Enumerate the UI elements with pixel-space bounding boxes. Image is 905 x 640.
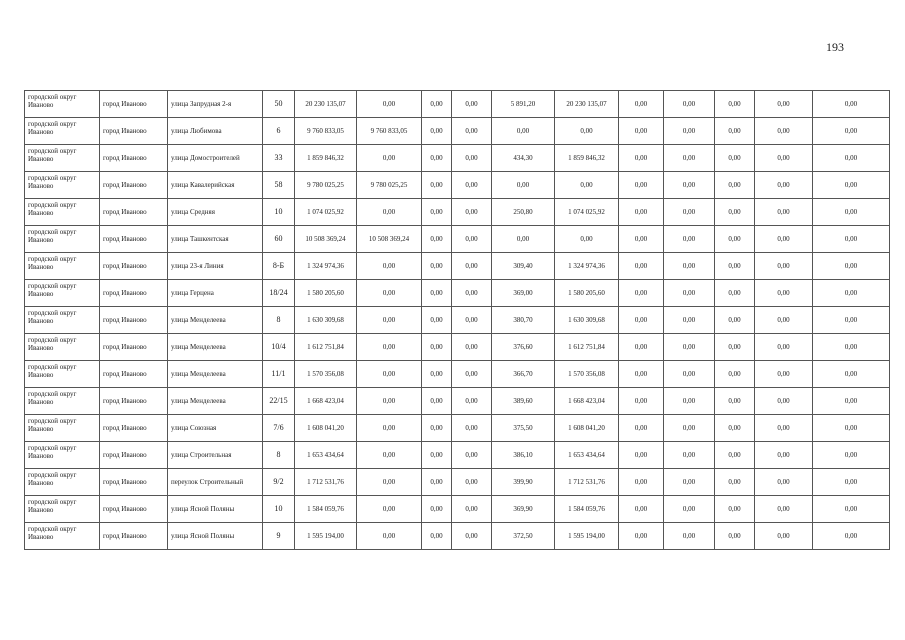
cost-col-7-cell: 0,00 [422, 91, 452, 118]
table-row [25, 118, 890, 145]
cost-col-15-cell: 0,00 [813, 307, 890, 334]
cost-col-10-cell: 1 668 423,04 [555, 388, 619, 415]
cost-col-8-cell: 0,00 [452, 469, 492, 496]
cost-col-6-cell: 0,00 [357, 280, 422, 307]
street-cell: улица Строительная [168, 442, 263, 469]
municipality-cell: городской округ Иваново [25, 253, 100, 280]
cost-col-7-cell: 0,00 [422, 280, 452, 307]
area-cell: 372,50 [492, 523, 555, 550]
cost-col-10-cell: 1 580 205,60 [555, 280, 619, 307]
municipality-cell: городской округ Иваново [25, 442, 100, 469]
locality-cell: город Иваново [100, 415, 168, 442]
table-row [25, 226, 890, 253]
cost-col-10-cell: 1 074 025,92 [555, 199, 619, 226]
cost-col-15-cell: 0,00 [813, 253, 890, 280]
area-cell: 0,00 [492, 172, 555, 199]
cost-col-12-cell: 0,00 [664, 388, 715, 415]
municipality-cell: городской округ Иваново [25, 496, 100, 523]
cost-col-12-cell: 0,00 [664, 415, 715, 442]
cost-col-13-cell: 0,00 [715, 199, 755, 226]
municipality-cell: городской округ Иваново [25, 469, 100, 496]
table-row [25, 253, 890, 280]
total-cost-cell: 1 595 194,00 [295, 523, 357, 550]
cost-col-8-cell: 0,00 [452, 145, 492, 172]
total-cost-cell: 20 230 135,07 [295, 91, 357, 118]
table-row [25, 415, 890, 442]
cost-col-6-cell: 0,00 [357, 442, 422, 469]
cost-col-6-cell: 0,00 [357, 361, 422, 388]
cost-col-14-cell: 0,00 [755, 469, 813, 496]
locality-cell: город Иваново [100, 118, 168, 145]
cost-col-11-cell: 0,00 [619, 496, 664, 523]
cost-col-12-cell: 0,00 [664, 253, 715, 280]
cost-col-14-cell: 0,00 [755, 253, 813, 280]
municipality-cell: городской округ Иваново [25, 226, 100, 253]
street-cell: улица Менделеева [168, 388, 263, 415]
data-table [24, 90, 890, 550]
street-cell: улица Домостроителей [168, 145, 263, 172]
cost-col-10-cell: 20 230 135,07 [555, 91, 619, 118]
house-number-cell: 7/6 [263, 415, 295, 442]
cost-col-8-cell: 0,00 [452, 307, 492, 334]
street-cell: переулок Строительный [168, 469, 263, 496]
cost-col-7-cell: 0,00 [422, 496, 452, 523]
total-cost-cell: 9 760 833,05 [295, 118, 357, 145]
cost-col-10-cell: 1 324 974,36 [555, 253, 619, 280]
cost-col-14-cell: 0,00 [755, 91, 813, 118]
cost-col-12-cell: 0,00 [664, 307, 715, 334]
area-cell: 369,90 [492, 496, 555, 523]
cost-col-15-cell: 0,00 [813, 118, 890, 145]
total-cost-cell: 1 668 423,04 [295, 388, 357, 415]
cost-col-6-cell: 0,00 [357, 496, 422, 523]
cost-col-7-cell: 0,00 [422, 172, 452, 199]
area-cell: 389,60 [492, 388, 555, 415]
area-cell: 386,10 [492, 442, 555, 469]
cost-col-6-cell: 9 760 833,05 [357, 118, 422, 145]
cost-col-11-cell: 0,00 [619, 442, 664, 469]
cost-col-8-cell: 0,00 [452, 415, 492, 442]
cost-col-8-cell: 0,00 [452, 253, 492, 280]
street-cell: улица Ташкентская [168, 226, 263, 253]
cost-col-7-cell: 0,00 [422, 469, 452, 496]
table-body [25, 91, 890, 550]
house-number-cell: 22/15 [263, 388, 295, 415]
municipality-cell: городской округ Иваново [25, 280, 100, 307]
total-cost-cell: 10 508 369,24 [295, 226, 357, 253]
cost-col-13-cell: 0,00 [715, 523, 755, 550]
area-cell: 434,30 [492, 145, 555, 172]
cost-col-6-cell: 10 508 369,24 [357, 226, 422, 253]
cost-col-14-cell: 0,00 [755, 334, 813, 361]
cost-col-8-cell: 0,00 [452, 118, 492, 145]
cost-col-6-cell: 0,00 [357, 91, 422, 118]
municipality-cell: городской округ Иваново [25, 334, 100, 361]
cost-col-13-cell: 0,00 [715, 226, 755, 253]
cost-col-8-cell: 0,00 [452, 280, 492, 307]
total-cost-cell: 1 630 309,68 [295, 307, 357, 334]
street-cell: улица Кавалерийская [168, 172, 263, 199]
house-number-cell: 9 [263, 523, 295, 550]
table-row [25, 307, 890, 334]
cost-col-15-cell: 0,00 [813, 361, 890, 388]
cost-col-6-cell: 0,00 [357, 469, 422, 496]
cost-col-8-cell: 0,00 [452, 334, 492, 361]
cost-col-8-cell: 0,00 [452, 388, 492, 415]
cost-col-11-cell: 0,00 [619, 253, 664, 280]
cost-col-6-cell: 0,00 [357, 523, 422, 550]
cost-col-13-cell: 0,00 [715, 145, 755, 172]
cost-col-15-cell: 0,00 [813, 91, 890, 118]
street-cell: улица Ясной Поляны [168, 523, 263, 550]
cost-col-8-cell: 0,00 [452, 226, 492, 253]
house-number-cell: 10 [263, 199, 295, 226]
cost-col-7-cell: 0,00 [422, 523, 452, 550]
cost-col-6-cell: 0,00 [357, 307, 422, 334]
table-row [25, 91, 890, 118]
cost-col-7-cell: 0,00 [422, 226, 452, 253]
cost-col-8-cell: 0,00 [452, 172, 492, 199]
street-cell: улица Герцена [168, 280, 263, 307]
house-number-cell: 60 [263, 226, 295, 253]
cost-col-6-cell: 0,00 [357, 199, 422, 226]
street-cell: улица Запрудная 2-я [168, 91, 263, 118]
cost-col-14-cell: 0,00 [755, 388, 813, 415]
cost-col-12-cell: 0,00 [664, 226, 715, 253]
street-cell: улица 23-я Линия [168, 253, 263, 280]
cost-col-14-cell: 0,00 [755, 496, 813, 523]
cost-col-11-cell: 0,00 [619, 415, 664, 442]
street-cell: улица Менделеева [168, 307, 263, 334]
house-number-cell: 8-Б [263, 253, 295, 280]
total-cost-cell: 1 570 356,08 [295, 361, 357, 388]
cost-col-12-cell: 0,00 [664, 118, 715, 145]
cost-col-7-cell: 0,00 [422, 334, 452, 361]
table-row [25, 145, 890, 172]
area-cell: 0,00 [492, 226, 555, 253]
total-cost-cell: 1 608 041,20 [295, 415, 357, 442]
house-number-cell: 10 [263, 496, 295, 523]
cost-col-7-cell: 0,00 [422, 145, 452, 172]
total-cost-cell: 1 074 025,92 [295, 199, 357, 226]
area-cell: 399,90 [492, 469, 555, 496]
cost-col-15-cell: 0,00 [813, 442, 890, 469]
cost-col-15-cell: 0,00 [813, 172, 890, 199]
house-number-cell: 9/2 [263, 469, 295, 496]
table-row [25, 280, 890, 307]
cost-col-12-cell: 0,00 [664, 199, 715, 226]
cost-col-14-cell: 0,00 [755, 442, 813, 469]
cost-col-7-cell: 0,00 [422, 118, 452, 145]
house-number-cell: 6 [263, 118, 295, 145]
cost-col-6-cell: 9 780 025,25 [357, 172, 422, 199]
total-cost-cell: 9 780 025,25 [295, 172, 357, 199]
cost-col-6-cell: 0,00 [357, 334, 422, 361]
locality-cell: город Иваново [100, 226, 168, 253]
area-cell: 250,80 [492, 199, 555, 226]
cost-col-10-cell: 0,00 [555, 118, 619, 145]
cost-col-15-cell: 0,00 [813, 523, 890, 550]
cost-col-7-cell: 0,00 [422, 361, 452, 388]
locality-cell: город Иваново [100, 280, 168, 307]
cost-col-13-cell: 0,00 [715, 361, 755, 388]
cost-col-10-cell: 1 612 751,84 [555, 334, 619, 361]
cost-col-15-cell: 0,00 [813, 334, 890, 361]
cost-col-15-cell: 0,00 [813, 280, 890, 307]
cost-col-12-cell: 0,00 [664, 280, 715, 307]
locality-cell: город Иваново [100, 199, 168, 226]
cost-col-14-cell: 0,00 [755, 118, 813, 145]
cost-col-10-cell: 1 570 356,08 [555, 361, 619, 388]
table-row [25, 442, 890, 469]
area-cell: 380,70 [492, 307, 555, 334]
cost-col-6-cell: 0,00 [357, 415, 422, 442]
cost-col-15-cell: 0,00 [813, 469, 890, 496]
municipality-cell: городской округ Иваново [25, 388, 100, 415]
cost-col-12-cell: 0,00 [664, 442, 715, 469]
cost-col-11-cell: 0,00 [619, 280, 664, 307]
house-number-cell: 10/4 [263, 334, 295, 361]
cost-col-11-cell: 0,00 [619, 91, 664, 118]
cost-col-10-cell: 0,00 [555, 226, 619, 253]
cost-col-8-cell: 0,00 [452, 523, 492, 550]
cost-col-11-cell: 0,00 [619, 388, 664, 415]
cost-col-11-cell: 0,00 [619, 469, 664, 496]
cost-col-14-cell: 0,00 [755, 415, 813, 442]
cost-col-7-cell: 0,00 [422, 199, 452, 226]
page-number: 193 [826, 40, 844, 54]
area-cell: 0,00 [492, 118, 555, 145]
house-number-cell: 58 [263, 172, 295, 199]
cost-col-8-cell: 0,00 [452, 496, 492, 523]
cost-col-13-cell: 0,00 [715, 469, 755, 496]
house-number-cell: 8 [263, 307, 295, 334]
cost-col-13-cell: 0,00 [715, 496, 755, 523]
municipality-cell: городской округ Иваново [25, 415, 100, 442]
table-row [25, 496, 890, 523]
cost-col-10-cell: 1 608 041,20 [555, 415, 619, 442]
cost-col-7-cell: 0,00 [422, 388, 452, 415]
house-number-cell: 50 [263, 91, 295, 118]
cost-col-6-cell: 0,00 [357, 145, 422, 172]
cost-col-8-cell: 0,00 [452, 91, 492, 118]
cost-col-6-cell: 0,00 [357, 253, 422, 280]
municipality-cell: городской округ Иваново [25, 523, 100, 550]
cost-col-14-cell: 0,00 [755, 145, 813, 172]
cost-col-11-cell: 0,00 [619, 523, 664, 550]
cost-col-14-cell: 0,00 [755, 361, 813, 388]
area-cell: 375,50 [492, 415, 555, 442]
cost-col-10-cell: 0,00 [555, 172, 619, 199]
cost-col-13-cell: 0,00 [715, 118, 755, 145]
total-cost-cell: 1 712 531,76 [295, 469, 357, 496]
cost-col-6-cell: 0,00 [357, 388, 422, 415]
locality-cell: город Иваново [100, 253, 168, 280]
street-cell: улица Менделеева [168, 334, 263, 361]
table-row [25, 388, 890, 415]
cost-col-8-cell: 0,00 [452, 361, 492, 388]
municipality-cell: городской округ Иваново [25, 361, 100, 388]
area-cell: 5 891,20 [492, 91, 555, 118]
cost-col-14-cell: 0,00 [755, 172, 813, 199]
cost-col-15-cell: 0,00 [813, 226, 890, 253]
cost-col-13-cell: 0,00 [715, 442, 755, 469]
cost-col-15-cell: 0,00 [813, 145, 890, 172]
total-cost-cell: 1 653 434,64 [295, 442, 357, 469]
cost-col-10-cell: 1 595 194,00 [555, 523, 619, 550]
cost-col-12-cell: 0,00 [664, 523, 715, 550]
cost-col-11-cell: 0,00 [619, 361, 664, 388]
area-cell: 309,40 [492, 253, 555, 280]
cost-col-7-cell: 0,00 [422, 415, 452, 442]
house-number-cell: 8 [263, 442, 295, 469]
cost-col-14-cell: 0,00 [755, 280, 813, 307]
street-cell: улица Средняя [168, 199, 263, 226]
locality-cell: город Иваново [100, 523, 168, 550]
cost-col-13-cell: 0,00 [715, 91, 755, 118]
municipality-cell: городской округ Иваново [25, 145, 100, 172]
house-number-cell: 18/24 [263, 280, 295, 307]
street-cell: улица Любимова [168, 118, 263, 145]
area-cell: 366,70 [492, 361, 555, 388]
cost-col-10-cell: 1 653 434,64 [555, 442, 619, 469]
cost-col-10-cell: 1 859 846,32 [555, 145, 619, 172]
municipality-cell: городской округ Иваново [25, 118, 100, 145]
cost-col-13-cell: 0,00 [715, 388, 755, 415]
cost-col-12-cell: 0,00 [664, 361, 715, 388]
table-row [25, 334, 890, 361]
area-cell: 369,00 [492, 280, 555, 307]
total-cost-cell: 1 859 846,32 [295, 145, 357, 172]
locality-cell: город Иваново [100, 91, 168, 118]
cost-col-10-cell: 1 630 309,68 [555, 307, 619, 334]
municipality-cell: городской округ Иваново [25, 172, 100, 199]
cost-col-7-cell: 0,00 [422, 253, 452, 280]
municipality-cell: городской округ Иваново [25, 307, 100, 334]
cost-col-8-cell: 0,00 [452, 199, 492, 226]
cost-col-12-cell: 0,00 [664, 172, 715, 199]
cost-col-13-cell: 0,00 [715, 172, 755, 199]
cost-col-13-cell: 0,00 [715, 307, 755, 334]
cost-col-12-cell: 0,00 [664, 469, 715, 496]
table-row [25, 523, 890, 550]
cost-col-13-cell: 0,00 [715, 280, 755, 307]
cost-col-14-cell: 0,00 [755, 307, 813, 334]
street-cell: улица Ясной Поляны [168, 496, 263, 523]
cost-col-12-cell: 0,00 [664, 334, 715, 361]
locality-cell: город Иваново [100, 496, 168, 523]
cost-col-12-cell: 0,00 [664, 91, 715, 118]
cost-col-14-cell: 0,00 [755, 199, 813, 226]
house-number-cell: 33 [263, 145, 295, 172]
locality-cell: город Иваново [100, 442, 168, 469]
table-row [25, 172, 890, 199]
street-cell: улица Союзная [168, 415, 263, 442]
table-row [25, 469, 890, 496]
cost-col-11-cell: 0,00 [619, 118, 664, 145]
locality-cell: город Иваново [100, 388, 168, 415]
cost-col-7-cell: 0,00 [422, 307, 452, 334]
cost-col-11-cell: 0,00 [619, 334, 664, 361]
municipality-cell: городской округ Иваново [25, 91, 100, 118]
cost-col-14-cell: 0,00 [755, 226, 813, 253]
cost-col-7-cell: 0,00 [422, 442, 452, 469]
cost-col-11-cell: 0,00 [619, 199, 664, 226]
total-cost-cell: 1 584 059,76 [295, 496, 357, 523]
cost-col-12-cell: 0,00 [664, 145, 715, 172]
cost-col-8-cell: 0,00 [452, 442, 492, 469]
total-cost-cell: 1 612 751,84 [295, 334, 357, 361]
cost-col-10-cell: 1 712 531,76 [555, 469, 619, 496]
cost-col-14-cell: 0,00 [755, 523, 813, 550]
locality-cell: город Иваново [100, 361, 168, 388]
cost-col-12-cell: 0,00 [664, 496, 715, 523]
locality-cell: город Иваново [100, 307, 168, 334]
table-row [25, 361, 890, 388]
cost-col-11-cell: 0,00 [619, 307, 664, 334]
cost-col-13-cell: 0,00 [715, 415, 755, 442]
cost-col-13-cell: 0,00 [715, 334, 755, 361]
table-row [25, 199, 890, 226]
cost-col-11-cell: 0,00 [619, 172, 664, 199]
locality-cell: город Иваново [100, 334, 168, 361]
locality-cell: город Иваново [100, 469, 168, 496]
total-cost-cell: 1 324 974,36 [295, 253, 357, 280]
street-cell: улица Менделеева [168, 361, 263, 388]
locality-cell: город Иваново [100, 172, 168, 199]
cost-col-11-cell: 0,00 [619, 226, 664, 253]
municipality-cell: городской округ Иваново [25, 199, 100, 226]
cost-col-13-cell: 0,00 [715, 253, 755, 280]
area-cell: 376,60 [492, 334, 555, 361]
cost-col-15-cell: 0,00 [813, 496, 890, 523]
total-cost-cell: 1 580 205,60 [295, 280, 357, 307]
cost-col-10-cell: 1 584 059,76 [555, 496, 619, 523]
house-number-cell: 11/1 [263, 361, 295, 388]
cost-col-15-cell: 0,00 [813, 415, 890, 442]
cost-col-15-cell: 0,00 [813, 388, 890, 415]
cost-col-15-cell: 0,00 [813, 199, 890, 226]
cost-col-11-cell: 0,00 [619, 145, 664, 172]
locality-cell: город Иваново [100, 145, 168, 172]
